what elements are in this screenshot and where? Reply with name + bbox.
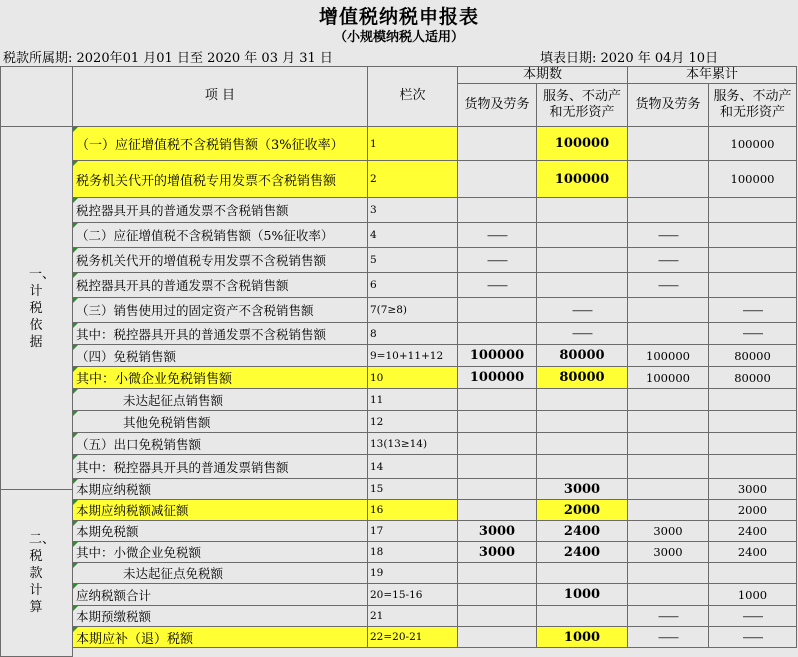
row-3-current-goods — [458, 198, 537, 223]
green-corner-marker — [73, 606, 78, 611]
row-12-current-services — [537, 411, 628, 433]
row-18-ytd-services: 2400 — [709, 542, 797, 563]
row-17-current-goods: 3000 — [458, 521, 537, 542]
row-14-current-goods — [458, 455, 537, 479]
green-corner-marker — [73, 521, 78, 526]
green-corner-marker — [73, 198, 78, 203]
header-year-to-date: 本年累计 — [628, 66, 797, 84]
row-13-item: （五）出口免税销售额 — [73, 433, 368, 455]
row-14-item: 其中：税控器具开具的普通发票销售额 — [73, 455, 368, 479]
row-14-ytd-services — [709, 455, 797, 479]
green-corner-marker — [73, 367, 78, 372]
row-22-current-services: 1000 — [537, 627, 628, 648]
row-7-current-services: —— — [537, 298, 628, 323]
fill-date: 填表日期: 2020 年 04月 10日 — [540, 51, 719, 66]
row-6-current-goods: —— — [458, 273, 537, 298]
row-12-current-goods — [458, 411, 537, 433]
row-15-col-no: 15 — [368, 479, 458, 500]
row-9-col-no: 9=10+11+12 — [368, 345, 458, 367]
section-tax-basis-label: 一、计税依据 — [29, 266, 56, 350]
row-4-ytd-services — [709, 223, 797, 248]
green-corner-marker — [73, 479, 78, 484]
row-13-ytd-services — [709, 433, 797, 455]
row-5-ytd-services — [709, 248, 797, 273]
header-col-no: 栏次 — [368, 66, 458, 127]
row-4-col-no: 4 — [368, 223, 458, 248]
row-22-ytd-services: —— — [709, 627, 797, 648]
row-8-current-goods — [458, 323, 537, 345]
row-8-ytd-services: —— — [709, 323, 797, 345]
row-9-ytd-services: 80000 — [709, 345, 797, 367]
row-1-item: （一）应征增值税不含税销售额（3%征收率） — [73, 127, 368, 161]
green-corner-marker — [73, 127, 78, 132]
row-6-col-no: 6 — [368, 273, 458, 298]
section-tax-calculation-label: 二、税款计算 — [29, 531, 56, 615]
row-14-col-no: 14 — [368, 455, 458, 479]
green-corner-marker — [73, 298, 78, 303]
row-21-ytd-services: —— — [709, 606, 797, 627]
row-3-ytd-goods — [628, 198, 709, 223]
row-4-current-services — [537, 223, 628, 248]
row-2-col-no: 2 — [368, 161, 458, 198]
row-18-col-no: 18 — [368, 542, 458, 563]
green-corner-marker — [73, 161, 78, 166]
row-12-col-no: 12 — [368, 411, 458, 433]
green-corner-marker — [73, 323, 78, 328]
row-19-item: 未达起征点免税额 — [73, 563, 368, 584]
row-15-item: 本期应纳税额 — [73, 479, 368, 500]
row-13-col-no: 13(13≥14) — [368, 433, 458, 455]
row-12-ytd-services — [709, 411, 797, 433]
row-21-current-goods — [458, 606, 537, 627]
row-15-ytd-goods — [628, 479, 709, 500]
row-10-ytd-services: 80000 — [709, 367, 797, 389]
green-corner-marker — [73, 500, 78, 505]
green-corner-marker — [73, 433, 78, 438]
row-2-item: 税务机关代开的增值税专用发票不含税销售额 — [73, 161, 368, 198]
row-13-current-services — [537, 433, 628, 455]
row-9-item: （四）免税销售额 — [73, 345, 368, 367]
row-11-item: 未达起征点销售额 — [73, 389, 368, 411]
row-20-item: 应纳税额合计 — [73, 584, 368, 606]
row-18-item: 其中：小微企业免税额 — [73, 542, 368, 563]
row-10-current-services: 80000 — [537, 367, 628, 389]
row-2-current-goods — [458, 161, 537, 198]
row-7-col-no: 7(7≥8) — [368, 298, 458, 323]
header-current-goods: 货物及劳务 — [458, 84, 537, 127]
green-corner-marker — [73, 223, 78, 228]
row-10-current-goods: 100000 — [458, 367, 537, 389]
green-corner-marker — [73, 584, 78, 589]
row-18-current-goods: 3000 — [458, 542, 537, 563]
row-7-item: （三）销售使用过的固定资产不含税销售额 — [73, 298, 368, 323]
row-14-current-services — [537, 455, 628, 479]
row-1-current-services: 100000 — [537, 127, 628, 161]
row-5-current-goods: —— — [458, 248, 537, 273]
row-17-ytd-services: 2400 — [709, 521, 797, 542]
green-corner-marker — [73, 627, 78, 632]
green-corner-marker — [73, 273, 78, 278]
row-20-current-services: 1000 — [537, 584, 628, 606]
row-16-ytd-goods — [628, 500, 709, 521]
section-tax-basis — [0, 127, 73, 490]
row-11-ytd-services — [709, 389, 797, 411]
row-5-current-services — [537, 248, 628, 273]
row-11-col-no: 11 — [368, 389, 458, 411]
row-16-current-goods — [458, 500, 537, 521]
row-15-current-services: 3000 — [537, 479, 628, 500]
green-corner-marker — [73, 563, 78, 568]
row-18-current-services: 2400 — [537, 542, 628, 563]
row-17-current-services: 2400 — [537, 521, 628, 542]
green-corner-marker — [73, 411, 78, 416]
row-6-ytd-goods: —— — [628, 273, 709, 298]
row-4-item: （二）应征增值税不含税销售额（5%征收率） — [73, 223, 368, 248]
row-6-current-services — [537, 273, 628, 298]
row-21-item: 本期预缴税额 — [73, 606, 368, 627]
row-12-ytd-goods — [628, 411, 709, 433]
row-5-item: 税务机关代开的增值税专用发票不含税销售额 — [73, 248, 368, 273]
green-corner-marker — [73, 455, 78, 460]
row-21-ytd-goods: —— — [628, 606, 709, 627]
row-10-col-no: 10 — [368, 367, 458, 389]
section-tax-calculation — [0, 490, 73, 657]
row-20-current-goods — [458, 584, 537, 606]
row-22-ytd-goods: —— — [628, 627, 709, 648]
row-3-ytd-services — [709, 198, 797, 223]
row-5-col-no: 5 — [368, 248, 458, 273]
header-blank-section — [0, 66, 73, 127]
row-17-item: 本期免税额 — [73, 521, 368, 542]
row-1-col-no: 1 — [368, 127, 458, 161]
row-20-ytd-services: 1000 — [709, 584, 797, 606]
row-19-col-no: 19 — [368, 563, 458, 584]
green-corner-marker — [73, 389, 78, 394]
row-8-item: 其中：税控器具开具的普通发票不含税销售额 — [73, 323, 368, 345]
row-19-current-services — [537, 563, 628, 584]
green-corner-marker — [73, 345, 78, 350]
form-title: 增值税纳税申报表 — [318, 6, 479, 28]
row-5-ytd-goods: —— — [628, 248, 709, 273]
header-ytd-goods: 货物及劳务 — [628, 84, 709, 127]
row-10-ytd-goods: 100000 — [628, 367, 709, 389]
row-16-item: 本期应纳税额减征额 — [73, 500, 368, 521]
row-8-current-services: —— — [537, 323, 628, 345]
row-21-current-services — [537, 606, 628, 627]
row-17-ytd-goods: 3000 — [628, 521, 709, 542]
row-11-ytd-goods — [628, 389, 709, 411]
row-19-current-goods — [458, 563, 537, 584]
row-4-current-goods: —— — [458, 223, 537, 248]
row-9-ytd-goods: 100000 — [628, 345, 709, 367]
row-1-current-goods — [458, 127, 537, 161]
row-7-current-goods — [458, 298, 537, 323]
row-12-item: 其他免税销售额 — [73, 411, 368, 433]
row-20-ytd-goods — [628, 584, 709, 606]
row-13-current-goods — [458, 433, 537, 455]
row-6-item: 税控器具开具的普通发票不含税销售额 — [73, 273, 368, 298]
header-item: 项 目 — [73, 66, 368, 127]
header-current-period: 本期数 — [458, 66, 628, 84]
row-9-current-goods: 100000 — [458, 345, 537, 367]
row-9-current-services: 80000 — [537, 345, 628, 367]
row-4-ytd-goods: —— — [628, 223, 709, 248]
row-2-ytd-goods — [628, 161, 709, 198]
row-22-item: 本期应补（退）税额 — [73, 627, 368, 648]
row-7-ytd-goods — [628, 298, 709, 323]
row-3-col-no: 3 — [368, 198, 458, 223]
row-10-item: 其中：小微企业免税销售额 — [73, 367, 368, 389]
row-11-current-services — [537, 389, 628, 411]
header-ytd-services: 服务、不动产和无形资产 — [709, 84, 797, 127]
row-22-col-no: 22=20-21 — [368, 627, 458, 648]
row-15-ytd-services: 3000 — [709, 479, 797, 500]
tax-return-table — [0, 66, 797, 657]
row-3-current-services — [537, 198, 628, 223]
row-17-col-no: 17 — [368, 521, 458, 542]
row-2-current-services: 100000 — [537, 161, 628, 198]
row-16-col-no: 16 — [368, 500, 458, 521]
row-16-ytd-services: 2000 — [709, 500, 797, 521]
row-1-ytd-goods — [628, 127, 709, 161]
row-3-item: 税控器具开具的普通发票不含税销售额 — [73, 198, 368, 223]
row-7-ytd-services: —— — [709, 298, 797, 323]
header-current-services: 服务、不动产和无形资产 — [537, 84, 628, 127]
green-corner-marker — [73, 542, 78, 547]
row-15-current-goods — [458, 479, 537, 500]
row-21-col-no: 21 — [368, 606, 458, 627]
row-11-current-goods — [458, 389, 537, 411]
row-19-ytd-services — [709, 563, 797, 584]
row-13-ytd-goods — [628, 433, 709, 455]
row-18-ytd-goods: 3000 — [628, 542, 709, 563]
row-14-ytd-goods — [628, 455, 709, 479]
row-1-ytd-services: 100000 — [709, 127, 797, 161]
row-20-col-no: 20=15-16 — [368, 584, 458, 606]
form-subtitle: （小规模纳税人适用） — [333, 30, 464, 45]
tax-period: 税款所属期: 2020年01 月01 日至 2020 年 03 月 31 日 — [3, 51, 333, 66]
row-8-ytd-goods — [628, 323, 709, 345]
green-corner-marker — [73, 248, 78, 253]
row-2-ytd-services: 100000 — [709, 161, 797, 198]
row-16-current-services: 2000 — [537, 500, 628, 521]
row-6-ytd-services — [709, 273, 797, 298]
row-19-ytd-goods — [628, 563, 709, 584]
row-22-current-goods — [458, 627, 537, 648]
row-8-col-no: 8 — [368, 323, 458, 345]
